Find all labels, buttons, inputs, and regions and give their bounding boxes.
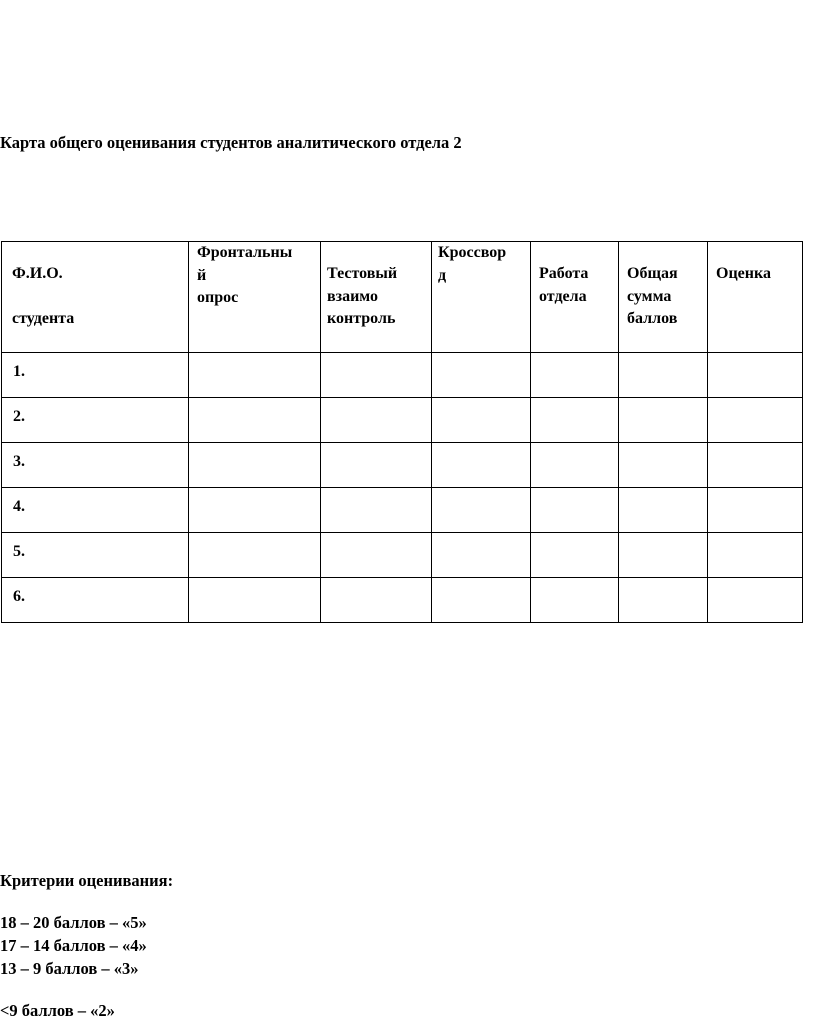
row-number: 6. (13, 588, 25, 605)
cell-grade (708, 398, 803, 443)
cell-frontal-survey (189, 533, 321, 578)
header-label-grade: Оценка (716, 265, 771, 282)
cell-peer-test (321, 353, 432, 398)
cell-department-work (531, 533, 619, 578)
row-number-cell (2, 398, 189, 443)
cell-peer-test (321, 443, 432, 488)
cell-crossword (432, 398, 531, 443)
criteria-heading: Критерии оценивания: (0, 871, 174, 890)
table-row (2, 398, 803, 443)
evaluation-table (1, 241, 803, 623)
header-label-frontal-survey: Фронтальны й опрос (197, 244, 293, 306)
cell-total-score (619, 533, 708, 578)
cell-total-score (619, 398, 708, 443)
table-row (2, 443, 803, 488)
table-row (2, 578, 803, 623)
header-label-peer-test: Тестовый взаимо контроль (327, 265, 398, 327)
cell-peer-test (321, 398, 432, 443)
cell-department-work (531, 488, 619, 533)
cell-grade (708, 533, 803, 578)
header-cell-peer-test (321, 242, 432, 353)
cell-peer-test (321, 533, 432, 578)
header-label-department-work: Работа отдела (539, 265, 589, 305)
cell-department-work (531, 398, 619, 443)
table-row (2, 533, 803, 578)
document-title: Карта общего оценивания студентов аналитического отдела 2 (0, 133, 462, 152)
row-number: 3. (13, 453, 25, 470)
header-cell-department-work (531, 242, 619, 353)
row-number-cell (2, 578, 189, 623)
cell-department-work (531, 578, 619, 623)
table-row (2, 488, 803, 533)
row-number-cell (2, 533, 189, 578)
cell-grade (708, 488, 803, 533)
cell-grade (708, 443, 803, 488)
row-number: 1. (13, 363, 25, 380)
cell-total-score (619, 578, 708, 623)
cell-frontal-survey (189, 353, 321, 398)
cell-frontal-survey (189, 443, 321, 488)
criteria-item: 13 – 9 баллов – «3» (0, 959, 139, 978)
criteria-item: <9 баллов – «2» (0, 1001, 115, 1020)
cell-grade (708, 578, 803, 623)
cell-frontal-survey (189, 398, 321, 443)
criteria-item: 17 – 14 баллов – «4» (0, 936, 147, 955)
row-number-cell (2, 353, 189, 398)
header-label-crossword: Кроссвор д (438, 244, 507, 284)
cell-crossword (432, 488, 531, 533)
cell-crossword (432, 353, 531, 398)
header-cell-frontal-survey (189, 242, 321, 353)
criteria-item: 18 – 20 баллов – «5» (0, 913, 147, 932)
row-number: 4. (13, 498, 25, 515)
header-cell-grade (708, 242, 803, 353)
header-row (2, 242, 803, 353)
cell-peer-test (321, 488, 432, 533)
header-cell-total-score (619, 242, 708, 353)
cell-crossword (432, 443, 531, 488)
cell-department-work (531, 443, 619, 488)
header-label-total-score: Общая сумма баллов (627, 265, 678, 327)
cell-peer-test (321, 578, 432, 623)
cell-frontal-survey (189, 578, 321, 623)
cell-grade (708, 353, 803, 398)
cell-department-work (531, 353, 619, 398)
cell-total-score (619, 443, 708, 488)
cell-total-score (619, 353, 708, 398)
row-number: 2. (13, 408, 25, 425)
header-cell-crossword (432, 242, 531, 353)
cell-crossword (432, 578, 531, 623)
header-label-name: Ф.И.О. студента (12, 265, 75, 327)
row-number: 5. (13, 543, 25, 560)
row-number-cell (2, 443, 189, 488)
cell-frontal-survey (189, 488, 321, 533)
header-cell-name (2, 242, 189, 353)
row-number-cell (2, 488, 189, 533)
table-row (2, 353, 803, 398)
cell-total-score (619, 488, 708, 533)
cell-crossword (432, 533, 531, 578)
